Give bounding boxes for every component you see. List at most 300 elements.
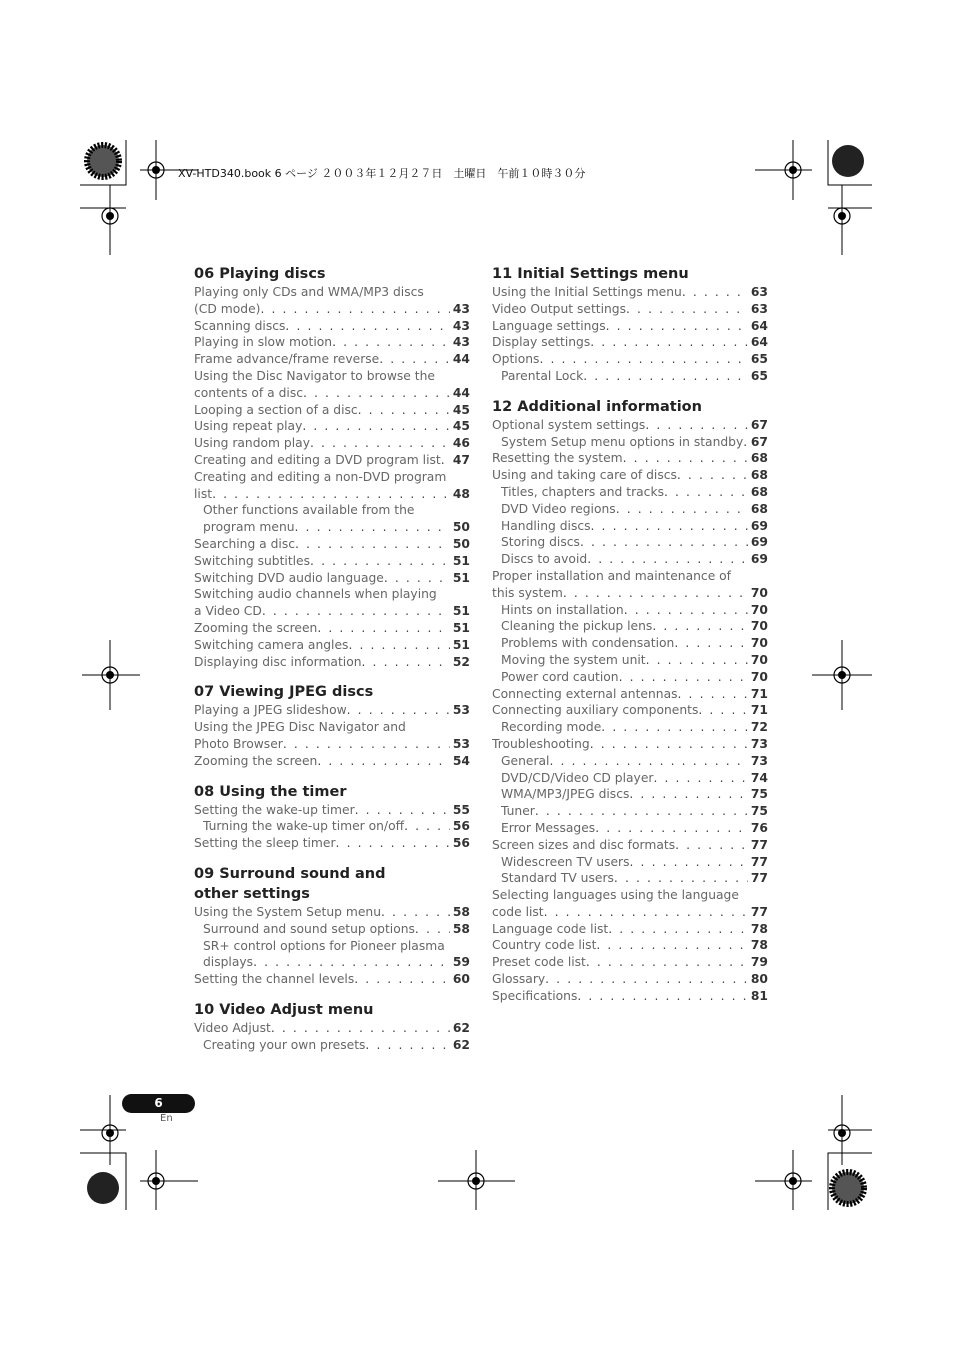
entry-page: 78 (750, 921, 768, 936)
entry-page: 70 (750, 619, 768, 634)
entry-page: 58 (452, 904, 470, 919)
toc-entry[interactable] (194, 519, 470, 536)
dot-leader (404, 818, 450, 835)
toc-entry-line[interactable] (194, 502, 470, 519)
entry-page: 68 (750, 501, 768, 516)
dot-leader (285, 318, 449, 335)
dot-leader (539, 351, 747, 368)
toc-entry[interactable] (194, 753, 470, 770)
entry-title-first-line: Playing only CDs and WMA/MP3 discs (194, 285, 424, 299)
toc-entry[interactable] (492, 368, 768, 385)
entry-title-first-line: Other functions available from the (203, 503, 415, 518)
entry-title: Searching a disc (194, 536, 296, 551)
entry-page: 69 (750, 552, 768, 567)
entry-title-first-line: Using the JPEG Disc Navigator and (194, 720, 406, 735)
entry-title: Preset code list (492, 955, 586, 970)
entry-page: 68 (750, 451, 768, 466)
toc-entry-line[interactable] (194, 469, 470, 486)
entry-title: Playing in slow motion (194, 335, 333, 350)
toc-entry[interactable] (194, 904, 470, 921)
toc-entry[interactable] (492, 937, 768, 954)
dot-leader (619, 669, 748, 686)
section-heading: 12 Additional information (492, 398, 702, 415)
toc-entry[interactable] (194, 385, 470, 402)
toc-entry[interactable] (492, 921, 768, 938)
dot-leader (606, 318, 748, 335)
entry-page: 70 (750, 585, 768, 600)
dot-leader (577, 988, 748, 1005)
toc-entry-line[interactable] (194, 586, 470, 603)
entry-title-first-line: Creating and editing a non-DVD program (194, 469, 447, 484)
entry-page: 50 (452, 520, 470, 535)
entry-page: 45 (452, 402, 470, 417)
entry-page: 74 (750, 770, 768, 785)
entry-title: System Setup menu options in standby (501, 434, 744, 449)
toc-entry[interactable] (194, 553, 470, 570)
toc-entry[interactable] (194, 1037, 470, 1054)
dot-leader (614, 870, 748, 887)
entry-title: Connecting external antennas (492, 686, 678, 701)
entry-title: Moving the system unit (501, 652, 646, 667)
language-label: En (160, 1113, 173, 1124)
toc-entry[interactable] (492, 334, 768, 351)
entry-title: Power cord caution (501, 669, 619, 684)
entry-page: 80 (750, 972, 768, 987)
toc-entry-line[interactable] (492, 887, 768, 904)
entry-page: 62 (452, 1020, 470, 1035)
entry-title: DVD/CD/Video CD player (501, 770, 654, 785)
toc-entry[interactable] (492, 954, 768, 971)
entry-title: Widescreen TV users (501, 854, 630, 869)
entry-page: 51 (452, 570, 470, 585)
entry-title-first-line: Selecting languages using the language (492, 888, 739, 903)
entry-page: 71 (750, 703, 768, 718)
entry-page: 65 (750, 352, 768, 367)
toc-entry[interactable] (492, 318, 768, 335)
entry-page: 81 (750, 988, 768, 1003)
toc-entry[interactable] (492, 988, 768, 1005)
dot-leader (583, 368, 748, 385)
toc-entry[interactable] (194, 301, 470, 318)
entry-page: 51 (452, 620, 470, 635)
entry-page: 55 (452, 802, 470, 817)
entry-title: Frame advance/frame reverse (194, 352, 380, 367)
entry-title: Scanning discs (194, 318, 286, 333)
dot-leader (645, 417, 748, 434)
toc-column-right (492, 264, 768, 1005)
toc-entry-line[interactable] (194, 368, 470, 385)
dot-leader (332, 334, 450, 351)
entry-title: Cleaning the pickup lens (501, 619, 653, 634)
toc-section (194, 864, 470, 988)
dot-leader (652, 618, 748, 635)
entry-page: 75 (750, 787, 768, 802)
entry-title: Zooming the screen (194, 753, 318, 768)
toc-entry[interactable] (194, 435, 470, 452)
entry-title: Displaying disc information (194, 654, 362, 669)
dot-leader (302, 418, 450, 435)
entry-page: 68 (750, 468, 768, 483)
entry-page: 63 (750, 285, 768, 299)
dot-leader (601, 719, 748, 736)
dot-leader (664, 484, 748, 501)
toc-section (194, 782, 470, 852)
toc-entry-line[interactable] (194, 719, 470, 736)
entry-title: Using the System Setup menu (194, 904, 382, 919)
dot-leader (283, 736, 450, 753)
entry-title: Surround and sound setup options (203, 921, 415, 936)
dot-leader (682, 284, 748, 301)
dot-leader (653, 770, 747, 787)
entry-page: 68 (750, 484, 768, 499)
toc-entry[interactable] (194, 1020, 470, 1037)
entry-title: Looping a section of a disc (194, 402, 358, 417)
dot-leader (253, 954, 450, 971)
entry-title: Troubleshooting (492, 736, 590, 751)
entry-title: Language code list (492, 921, 609, 936)
dot-leader (303, 385, 450, 402)
section-heading: 06 Playing discs (194, 266, 326, 282)
entry-page: 70 (750, 669, 768, 684)
entry-title-first-line: Switching audio channels when playing (194, 587, 437, 602)
toc-entry[interactable] (194, 452, 470, 469)
section-heading: 11 Initial Settings menu (492, 266, 689, 282)
dot-leader (354, 971, 450, 988)
entry-title: Parental Lock (501, 368, 584, 383)
entry-page: 72 (750, 720, 768, 735)
entry-page: 52 (452, 654, 470, 669)
dot-leader (310, 553, 450, 570)
toc-entry-line[interactable] (492, 568, 768, 585)
entry-title: Optional system settings (492, 417, 646, 432)
entry-title: Setting the channel levels (194, 972, 355, 987)
entry-title: Switching DVD audio language (194, 570, 384, 585)
toc-entry[interactable] (492, 417, 768, 434)
toc-entry[interactable] (492, 618, 768, 635)
entry-title: Resetting the system (492, 451, 623, 466)
entry-page: 73 (750, 753, 768, 768)
toc-entry[interactable] (492, 351, 768, 368)
entry-title: Setting the wake-up timer (194, 802, 355, 817)
toc-entry[interactable] (492, 904, 768, 921)
toc-section (194, 1000, 470, 1054)
toc-entry-line[interactable] (194, 938, 470, 955)
entry-title: Specifications (492, 988, 578, 1003)
entry-page: 53 (452, 703, 470, 718)
toc-entry[interactable] (194, 702, 470, 719)
dot-leader (310, 435, 450, 452)
entry-page: 69 (750, 518, 768, 533)
dot-leader (317, 753, 450, 770)
dot-leader (675, 837, 748, 854)
toc-entry[interactable] (194, 954, 470, 971)
entry-page: 77 (750, 871, 768, 886)
entry-page: 44 (452, 385, 470, 400)
toc-section (194, 682, 470, 769)
print-header: XV-HTD340.book 6 ページ ２００３年１２月２７日 土曜日 午前１０時３０分 (178, 167, 586, 180)
dot-leader (549, 753, 747, 770)
toc-entry[interactable] (492, 854, 768, 871)
dot-leader (317, 620, 450, 637)
entry-page: 56 (452, 836, 470, 851)
toc-entry[interactable] (194, 620, 470, 637)
toc-section (194, 264, 470, 670)
entry-page: 60 (452, 972, 470, 987)
dot-leader (544, 904, 748, 921)
entry-title: Creating and editing a DVD program list (194, 452, 441, 467)
dot-leader (674, 635, 748, 652)
toc-entry[interactable] (194, 802, 470, 819)
dot-leader (535, 803, 748, 820)
dot-leader (271, 1020, 450, 1037)
entry-title: Using the Initial Settings menu (492, 285, 682, 299)
dot-leader (262, 603, 450, 620)
entry-page: 62 (452, 1037, 470, 1052)
dot-leader (698, 702, 747, 719)
entry-page: 51 (452, 553, 470, 568)
entry-page: 79 (750, 955, 768, 970)
entry-title: DVD Video regions (501, 501, 616, 516)
entry-page: 45 (452, 419, 470, 434)
entry-page: 56 (452, 819, 470, 834)
toc-entry[interactable] (194, 536, 470, 553)
entry-title: contents of a disc (194, 385, 303, 400)
toc-column-left (194, 264, 470, 1053)
entry-title: displays (203, 955, 254, 970)
dot-leader (362, 654, 450, 671)
toc-entry[interactable] (492, 753, 768, 770)
entry-title: code list (492, 904, 544, 919)
dot-leader (630, 854, 748, 871)
toc-entry[interactable] (492, 870, 768, 887)
entry-title: Recording mode (501, 720, 602, 735)
section-heading: 08 Using the timer (194, 783, 347, 800)
toc-entry[interactable] (492, 652, 768, 669)
dot-leader (355, 802, 450, 819)
entry-page: 76 (750, 820, 768, 835)
entry-page: 70 (750, 636, 768, 651)
entry-title: Video Adjust (194, 1020, 271, 1035)
entry-title: Display settings (492, 335, 591, 350)
entry-title: Options (492, 352, 540, 367)
toc-entry[interactable] (194, 637, 470, 654)
entry-title: Using and taking care of discs (492, 468, 677, 483)
entry-page: 75 (750, 804, 768, 819)
entry-page: 70 (750, 652, 768, 667)
entry-page: 65 (750, 368, 768, 383)
toc-entry[interactable] (194, 351, 470, 368)
dot-leader (629, 786, 748, 803)
entry-title: Storing discs (501, 535, 580, 550)
entry-title: Switching camera angles (194, 637, 349, 652)
toc-entry[interactable] (492, 669, 768, 686)
entry-page: 51 (452, 604, 470, 619)
entry-page: 70 (750, 602, 768, 617)
toc-entry[interactable] (492, 803, 768, 820)
dot-leader (580, 534, 748, 551)
toc-entry[interactable] (194, 570, 470, 587)
dot-leader (365, 1037, 449, 1054)
dot-leader (626, 301, 748, 318)
toc-entry[interactable] (492, 686, 768, 703)
toc-entry[interactable] (194, 654, 470, 671)
toc-entry[interactable] (492, 518, 768, 535)
toc-entry[interactable] (492, 301, 768, 318)
entry-page: 71 (750, 686, 768, 701)
toc-entry[interactable] (492, 585, 768, 602)
entry-page: 54 (452, 753, 470, 768)
entry-title: program menu (203, 520, 295, 535)
toc-entry[interactable] (194, 318, 470, 335)
dot-leader (587, 551, 748, 568)
dot-leader (212, 486, 450, 503)
entry-title: Tuner (501, 804, 535, 819)
dot-leader (381, 904, 450, 921)
toc-entry[interactable] (492, 837, 768, 854)
entry-title: Problems with condensation (501, 636, 675, 651)
entry-title: a Video CD (194, 604, 262, 619)
toc-entry[interactable] (492, 719, 768, 736)
toc-entry[interactable] (194, 736, 470, 753)
dot-leader (260, 301, 449, 318)
toc-entry[interactable] (492, 434, 768, 451)
dot-leader (596, 937, 747, 954)
dot-leader (347, 702, 450, 719)
toc-entry[interactable] (492, 736, 768, 753)
entry-title-first-line: SR+ control options for Pioneer plasma (203, 938, 445, 953)
entry-title: Video Output settings (492, 301, 627, 316)
dot-leader (336, 835, 450, 852)
toc-entry[interactable] (194, 402, 470, 419)
entry-title: Using repeat play (194, 419, 303, 434)
toc-entry[interactable] (194, 486, 470, 503)
toc-entry[interactable] (492, 971, 768, 988)
section-heading: 10 Video Adjust menu (194, 1001, 374, 1018)
entry-page: 48 (452, 486, 470, 501)
entry-title: Playing a JPEG slideshow (194, 703, 347, 718)
entry-page: 73 (750, 736, 768, 751)
entry-page: 43 (452, 301, 470, 316)
entry-page: 67 (750, 434, 768, 449)
entry-title: Setting the sleep timer (194, 836, 336, 851)
entry-title: Connecting auxiliary components (492, 703, 699, 718)
entry-page: 58 (452, 921, 470, 936)
entry-title: Language settings (492, 318, 606, 333)
entry-page: 77 (750, 837, 768, 852)
toc-entry[interactable] (194, 835, 470, 852)
entry-title: Switching subtitles (194, 553, 311, 568)
entry-page: 47 (452, 452, 470, 467)
entry-page: 43 (452, 318, 470, 333)
entry-page: 50 (452, 536, 470, 551)
entry-page: 46 (452, 436, 470, 451)
section-heading: 09 Surround sound and other settings (194, 865, 386, 902)
dot-leader (563, 585, 748, 602)
toc-entry[interactable] (492, 702, 768, 719)
entry-page: 63 (750, 301, 768, 316)
entry-title: Glossary (492, 972, 546, 987)
toc-section (492, 397, 768, 1005)
dot-leader (348, 637, 449, 654)
entry-title: General (501, 753, 550, 768)
toc-entry[interactable] (492, 551, 768, 568)
dot-leader (586, 954, 748, 971)
entry-title: list (194, 486, 213, 501)
toc-entry[interactable] (492, 786, 768, 803)
toc-entry[interactable] (194, 921, 470, 938)
toc-entry[interactable] (194, 818, 470, 835)
dot-leader (623, 450, 748, 467)
entry-page: 69 (750, 535, 768, 550)
entry-title: Photo Browser (194, 736, 283, 751)
dot-leader (646, 652, 748, 669)
entry-title: Turning the wake-up timer on/off (203, 819, 405, 834)
dot-leader (295, 536, 450, 553)
dot-leader (678, 686, 748, 703)
toc-entry[interactable] (492, 635, 768, 652)
toc-entry[interactable] (492, 484, 768, 501)
entry-title: Creating your own presets (203, 1037, 366, 1052)
entry-title-first-line: Proper installation and maintenance of (492, 568, 732, 583)
toc-entry[interactable] (194, 334, 470, 351)
dot-leader (590, 736, 748, 753)
toc-entry[interactable] (492, 534, 768, 551)
entry-title: Discs to avoid (501, 552, 588, 567)
entry-title: (CD mode) (194, 301, 261, 316)
entry-page: 64 (750, 318, 768, 333)
toc-entry[interactable] (194, 603, 470, 620)
entry-page: 43 (452, 335, 470, 350)
toc-entry[interactable] (492, 602, 768, 619)
entry-title: Standard TV users (501, 871, 614, 886)
entry-page: 67 (750, 417, 768, 432)
toc-entry[interactable] (492, 501, 768, 518)
entry-title: Handling discs (501, 518, 591, 533)
entry-title: Zooming the screen (194, 620, 318, 635)
toc-entry[interactable] (194, 418, 470, 435)
entry-page: 64 (750, 335, 768, 350)
toc-entry[interactable] (492, 467, 768, 484)
dot-leader (545, 971, 748, 988)
toc-entry-line[interactable] (194, 284, 470, 301)
dot-leader (591, 518, 748, 535)
dot-leader (677, 467, 748, 484)
dot-leader (358, 402, 450, 419)
entry-page: 51 (452, 637, 470, 652)
toc-entry[interactable] (492, 284, 768, 301)
toc-entry[interactable] (492, 820, 768, 837)
entry-title: WMA/MP3/JPEG discs (501, 787, 630, 802)
entry-title-first-line: Using the Disc Navigator to browse the (194, 368, 435, 383)
dot-leader (595, 820, 748, 837)
entry-title: Screen sizes and disc formats (492, 837, 676, 852)
page-number-badge: 6 (122, 1094, 195, 1113)
dot-leader (624, 602, 748, 619)
entry-title: this system (492, 585, 563, 600)
entry-page: 78 (750, 938, 768, 953)
toc-entry[interactable] (492, 770, 768, 787)
entry-page: 59 (452, 955, 470, 970)
entry-page: 77 (750, 904, 768, 919)
toc-entry[interactable] (194, 971, 470, 988)
entry-title: Country code list (492, 938, 597, 953)
entry-page: 44 (452, 352, 470, 367)
toc-entry[interactable] (492, 450, 768, 467)
dot-leader (441, 452, 450, 469)
dot-leader (295, 519, 450, 536)
entry-page: 77 (750, 854, 768, 869)
entry-title: Error Messages (501, 820, 596, 835)
